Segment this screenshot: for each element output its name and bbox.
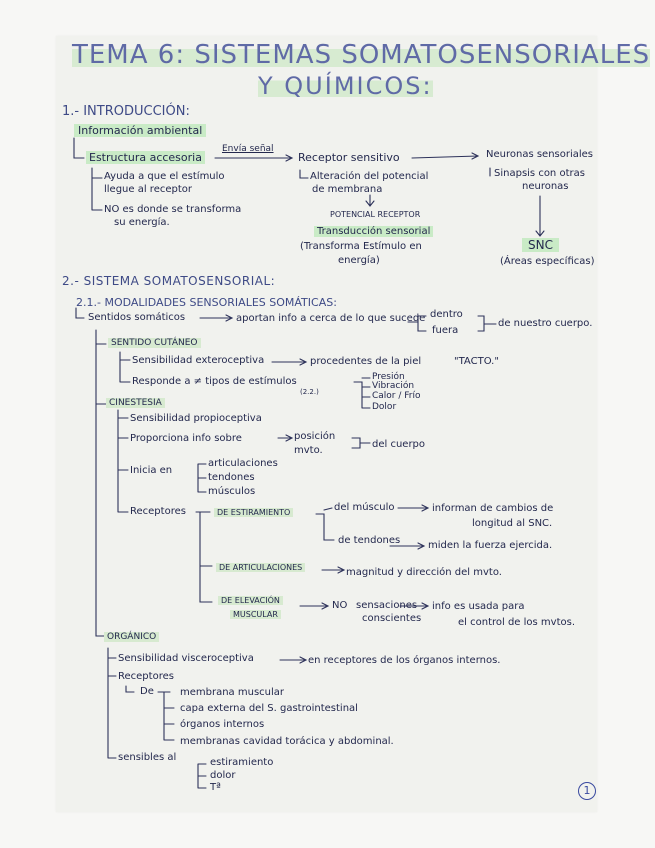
tendones: tendones	[208, 472, 255, 483]
info-usado-2: el control de los mvtos.	[458, 617, 576, 628]
vibracion: Vibración	[372, 381, 415, 391]
neuronas-sensoriales: Neuronas sensoriales	[486, 149, 594, 160]
dentro: dentro	[430, 309, 463, 320]
nuestro-cuerpo: de nuestro cuerpo.	[498, 318, 593, 329]
de-estiramiento: DE ESTIRAMIENTO	[214, 508, 293, 517]
de-tendones: de tendones	[338, 535, 401, 546]
estiramiento-2: estiramiento	[210, 757, 274, 768]
sentido-cutaneo: SENTIDO CUTÁNEO	[108, 338, 201, 348]
receptores-2: Receptores	[118, 671, 174, 682]
info-ambiental: Información ambiental	[74, 124, 206, 137]
receptor-sensitivo: Receptor sensitivo	[298, 151, 400, 164]
dolor-2: dolor	[210, 770, 236, 781]
sensibilidad-propioceptiva: Sensibilidad propioceptiva	[130, 413, 262, 424]
de-elevacion: DE ELEVACIÓN	[218, 596, 283, 605]
musculos: músculos	[208, 486, 256, 497]
sensibilidad-visceroceptiva: Sensibilidad visceroceptiva	[118, 653, 254, 664]
ayuda-2: llegue al receptor	[104, 184, 193, 195]
informan-1: informan de cambios de	[432, 503, 554, 514]
sensaciones-1: sensaciones	[356, 600, 418, 611]
del-musculo: del músculo	[334, 502, 395, 513]
section-heading-somato: 2.- SISTEMA SOMATOSENSORIAL:	[62, 274, 276, 288]
inicia-en: Inicia en	[130, 465, 173, 476]
presion: Presión	[372, 372, 405, 382]
receptores-organos: en receptores de los órganos internos.	[308, 655, 501, 666]
capa-externa: capa externa del S. gastrointestinal	[180, 703, 358, 714]
transforma-1: (Transforma Estímulo en	[300, 241, 422, 252]
organos-internos: órganos internos	[180, 719, 265, 730]
magnitud-direccion: magnitud y dirección del mvto.	[346, 567, 502, 578]
calor-frio: Calor / Frío	[372, 391, 421, 401]
fuera: fuera	[432, 325, 459, 336]
receptores: Receptores	[130, 506, 186, 517]
section-heading-intro: 1.- INTRODUCCIÓN:	[62, 104, 190, 119]
info-usado-1: info es usada para	[432, 601, 525, 612]
envia-senal: Envía señal	[222, 144, 274, 154]
no-es-2: su energía.	[114, 217, 170, 228]
sensibles-al: sensibles al	[118, 752, 177, 763]
posicion: posición	[294, 431, 336, 442]
transforma-2: energía)	[338, 255, 380, 266]
tacto: "TACTO."	[454, 356, 499, 367]
procedentes-piel: procedentes de la piel	[310, 356, 422, 367]
mvto: mvto.	[294, 445, 323, 456]
temperatura: Tª	[210, 782, 221, 793]
subsection-heading: 2.1.- MODALIDADES SENSORIALES SOMÁTICAS:	[76, 296, 337, 309]
informan-2: longitud al SNC.	[472, 518, 553, 529]
membranas-cavidad: membranas cavidad torácica y abdominal.	[180, 736, 394, 747]
page-number: 1	[578, 782, 596, 800]
sensibilidad-exteroceptiva: Sensibilidad exteroceptiva	[132, 355, 265, 366]
alteracion-1: Alteración del potencial	[310, 171, 429, 182]
sensaciones-2: conscientes	[362, 613, 422, 624]
membrana-muscular: membrana muscular	[180, 687, 285, 698]
articulaciones: articulaciones	[208, 458, 278, 469]
estructura-accesoria: Estructura accesoria	[86, 151, 205, 164]
ref-2-2: (2.2.)	[300, 388, 319, 396]
snc-label: SNC	[522, 238, 559, 252]
responde: Responde a ≠ tipos de estímulos	[132, 376, 297, 387]
muscular: MUSCULAR	[230, 610, 281, 619]
no-es-1: NO es donde se transforma	[104, 204, 242, 215]
sentidos-somaticos: Sentidos somáticos	[88, 312, 186, 323]
miden-fuerza: miden la fuerza ejercida.	[428, 540, 553, 551]
potencial-receptor: POTENCIAL RECEPTOR	[330, 210, 421, 219]
del-cuerpo: del cuerpo	[372, 439, 426, 450]
proporciona-info: Proporciona info sobre	[130, 433, 242, 444]
page-title: TEMA 6: SISTEMAS SOMATOSENSORIALES	[72, 40, 651, 70]
transduccion-sensorial: Transducción sensorial	[314, 226, 433, 237]
de-articulaciones: DE ARTICULACIONES	[216, 563, 305, 572]
cinestesia: CINESTESIA	[106, 398, 165, 408]
dolor: Dolor	[372, 402, 397, 412]
no-label: NO	[332, 600, 348, 611]
areas-especificas: (Áreas específicas)	[500, 256, 595, 267]
aportan-info: aportan info a cerca de lo que sucede	[236, 313, 426, 324]
de-label: De	[140, 686, 154, 697]
page-title-line2: Y QUÍMICOS:	[258, 72, 433, 100]
organico: ORGÁNICO	[104, 632, 159, 642]
ayuda-1: Ayuda a que el estímulo	[104, 171, 225, 182]
alteracion-2: de membrana	[312, 184, 383, 195]
sinapsis-1: Sinapsis con otras	[494, 168, 585, 179]
sinapsis-2: neuronas	[522, 181, 569, 192]
